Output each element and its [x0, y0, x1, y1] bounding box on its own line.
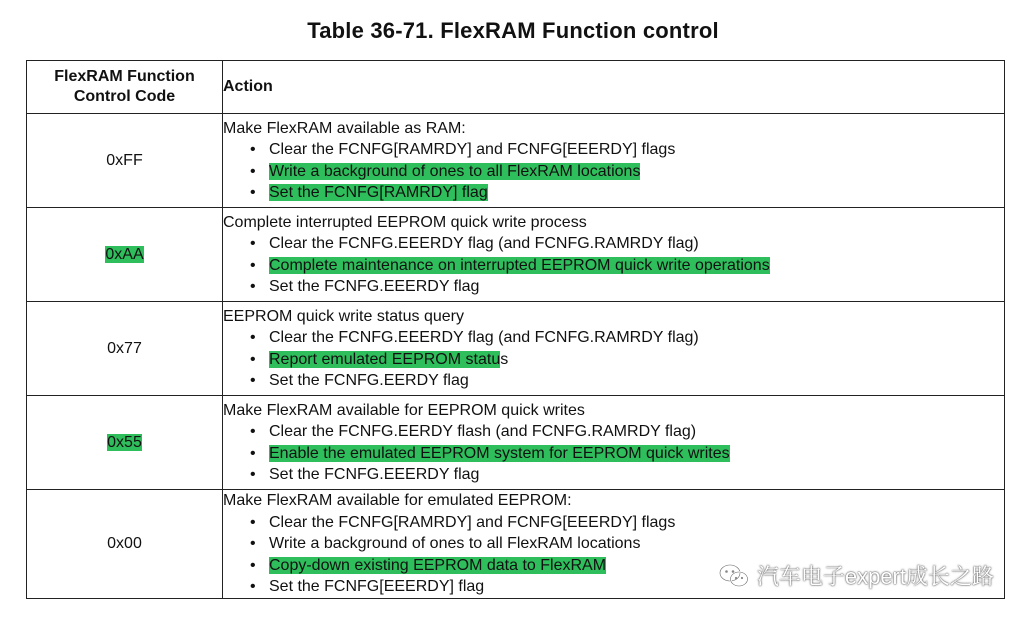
action-item	[249, 421, 1004, 443]
action-item-text: Set the FCNFG.EEERDY flag	[269, 278, 480, 295]
function-code: 0xFF	[106, 151, 143, 169]
action-item	[249, 327, 1004, 349]
wechat-icon	[719, 563, 749, 589]
action-item-highlight: Set the FCNFG[RAMRDY] flag	[269, 184, 488, 201]
action-item-text: Clear the FCNFG.EERDY flash (and FCNFG.RAMRDY flag)	[269, 423, 697, 440]
action-item	[249, 512, 1004, 534]
action-item-text: Clear the FCNFG[RAMRDY] and FCNFG[EEERDY] flags	[269, 141, 676, 158]
header-code-line1: FlexRAM Function	[54, 68, 195, 85]
action-item-highlight: Report emulated EEPROM statu	[269, 350, 501, 368]
action-list	[223, 233, 1004, 298]
action-description: Make FlexRAM available for EEPROM quick writes	[223, 401, 585, 419]
action-cell	[223, 302, 1005, 396]
action-item	[249, 349, 1004, 371]
action-item	[249, 139, 1004, 161]
table-row	[27, 208, 1005, 302]
action-description: EEPROM quick write status query	[223, 307, 464, 325]
action-list	[223, 327, 1004, 392]
action-item-text: Set the FCNFG[EEERDY] flag	[269, 578, 485, 595]
action-item-highlight: Copy-down existing EEPROM data to FlexRAM	[269, 556, 607, 574]
action-item	[249, 370, 1004, 392]
action-item	[249, 276, 1004, 298]
function-code-cell	[27, 302, 223, 396]
table-row	[27, 302, 1005, 396]
action-item	[249, 443, 1004, 465]
action-cell	[223, 114, 1005, 208]
action-cell	[223, 208, 1005, 302]
function-code-cell	[27, 114, 223, 208]
action-item-highlight: Complete maintenance on interrupted EEPROM quick write operations	[269, 256, 770, 274]
action-description: Make FlexRAM available for emulated EEPROM:	[223, 492, 572, 509]
table-row	[27, 114, 1005, 208]
table-header-row	[27, 61, 1005, 114]
function-code: 0xAA	[105, 245, 144, 263]
header-function-code	[27, 61, 223, 114]
action-item	[249, 255, 1004, 277]
action-item-text: Clear the FCNFG[RAMRDY] and FCNFG[EEERDY] flags	[269, 513, 676, 531]
action-item	[249, 161, 1004, 183]
action-item-text: Clear the FCNFG.EEERDY flag (and FCNFG.RAMRDY flag)	[269, 329, 699, 346]
action-item	[249, 464, 1004, 486]
table-body	[27, 114, 1005, 599]
action-item-text: Set the FCNFG.EEERDY flag	[269, 466, 480, 483]
action-item-highlight: Write a background of ones to all FlexRAM locations	[269, 162, 641, 180]
function-code: 0x55	[107, 433, 142, 451]
action-description: Make FlexRAM available as RAM:	[223, 119, 466, 137]
function-code-cell	[27, 396, 223, 490]
function-code: 0x00	[107, 534, 142, 552]
action-item	[249, 233, 1004, 255]
action-item-highlight: Enable the emulated EEPROM system for EEPROM quick writes	[269, 444, 730, 462]
action-item	[249, 182, 1004, 204]
action-list	[223, 421, 1004, 486]
function-code-cell	[27, 208, 223, 302]
action-cell	[223, 396, 1005, 490]
action-item-text: Set the FCNFG.EERDY flag	[269, 372, 469, 389]
header-action: Action	[223, 61, 1005, 114]
action-description: Complete interrupted EEPROM quick write process	[223, 213, 587, 231]
action-item-rest: s	[500, 350, 509, 368]
action-list	[223, 139, 1004, 204]
header-code-line2: Control Code	[73, 88, 176, 105]
watermark	[719, 560, 994, 591]
table-title: Table 36-71. FlexRAM Function control	[307, 18, 719, 43]
action-item-text: Write a background of ones to all FlexRAM locations	[269, 535, 641, 552]
flexram-function-table	[26, 60, 1005, 599]
function-code-cell	[27, 490, 223, 599]
action-item	[249, 533, 1004, 555]
table-row	[27, 396, 1005, 490]
action-item-text: Clear the FCNFG.EEERDY flag (and FCNFG.RAMRDY flag)	[269, 235, 699, 252]
function-code: 0x77	[107, 339, 142, 357]
watermark-text: 汽车电子expert成长之路	[756, 564, 994, 589]
